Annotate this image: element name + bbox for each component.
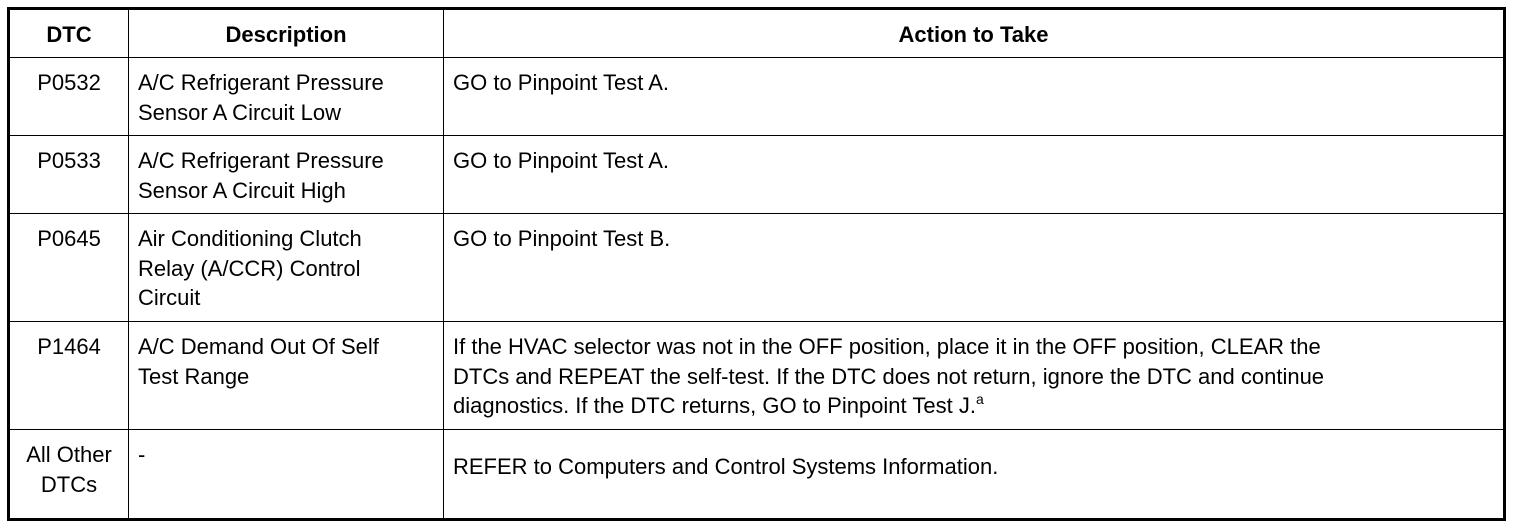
action-line: GO to Pinpoint Test A.: [453, 148, 670, 173]
dtc-code: P0533: [9, 136, 129, 214]
description-line: Sensor A Circuit Low: [138, 99, 341, 125]
description-line: Test Range: [138, 363, 250, 389]
header-dtc: DTC: [9, 9, 129, 58]
action-line: DTCs and REPEAT the self-test. If the DTC does not return, ignore the DTC and continue: [453, 363, 1325, 389]
dtc-table: [7, 7, 1506, 521]
description-line: Circuit: [138, 285, 201, 310]
table-header-row: [9, 9, 1505, 58]
description-line: Relay (A/CCR) Control: [138, 255, 361, 281]
table-row: [9, 136, 1505, 214]
dtc-code-line: All Other: [26, 442, 112, 467]
table-row: [9, 58, 1505, 136]
action-line-with-footnote: [453, 391, 1495, 421]
dtc-code: P0645: [9, 214, 129, 322]
dtc-code: P0532: [9, 58, 129, 136]
dtc-description: -: [129, 430, 444, 520]
action-line: If the HVAC selector was not in the OFF position, place it in the OFF position, CLEAR the: [453, 334, 1321, 359]
description-line: A/C Refrigerant Pressure: [138, 70, 384, 95]
table-row: [9, 214, 1505, 322]
description-line: A/C Refrigerant Pressure: [138, 148, 384, 173]
footnote-marker: a: [975, 391, 984, 407]
table-row: [9, 430, 1505, 520]
action-line: GO to Pinpoint Test A.: [453, 70, 670, 95]
header-description: Description: [129, 9, 444, 58]
dtc-description: [129, 136, 444, 214]
action-line: diagnostics. If the DTC returns, GO to Pinpoint Test J.: [453, 393, 976, 418]
dtc-description: [129, 322, 444, 430]
dtc-description: [129, 58, 444, 136]
description-line: Air Conditioning Clutch: [138, 226, 362, 251]
dtc-code: P1464: [9, 322, 129, 430]
dtc-code-line: DTCs: [40, 471, 98, 497]
dtc-code: [9, 430, 129, 520]
description-line: A/C Demand Out Of Self: [138, 334, 379, 359]
header-action: Action to Take: [444, 9, 1505, 58]
dtc-description: [129, 214, 444, 322]
dtc-action: [444, 136, 1505, 214]
dtc-action: [444, 214, 1505, 322]
table-row: [9, 322, 1505, 430]
dtc-action: [444, 58, 1505, 136]
dtc-action: [444, 322, 1505, 430]
action-line: REFER to Computers and Control Systems Information.: [453, 454, 999, 479]
action-line: GO to Pinpoint Test B.: [453, 226, 671, 251]
dtc-action: [444, 430, 1505, 520]
description-line: Sensor A Circuit High: [138, 177, 346, 203]
